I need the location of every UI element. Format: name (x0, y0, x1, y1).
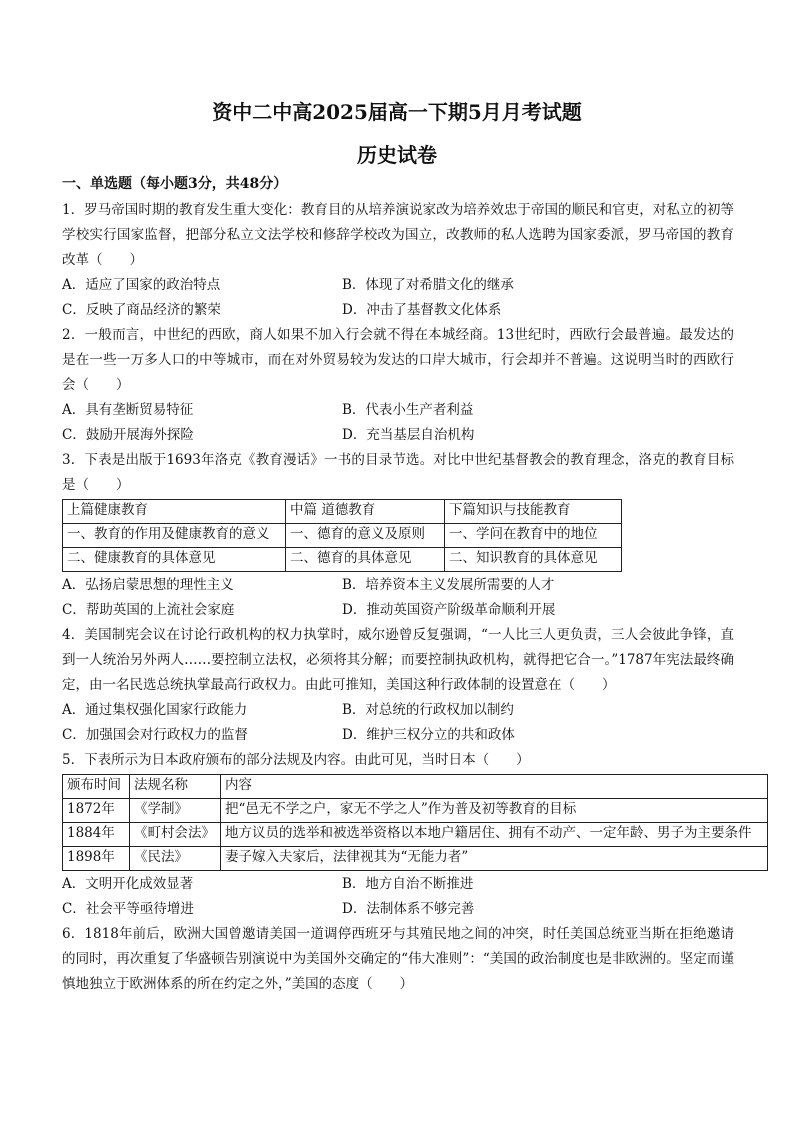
question-text: 5．下表所示为日本政府颁布的部分法规及内容。由此可见，当时日本（ ） (62, 752, 530, 768)
exam-subtitle: 历史试卷 (357, 143, 437, 167)
table-row (63, 775, 768, 799)
question-2 (62, 323, 734, 448)
option-c[interactable]: C．鼓励开展海外探险 (62, 427, 194, 443)
table-cell: 把“邑无不学之户，家无不学之人”作为普及初等教育的目标 (221, 799, 768, 823)
question-1 (62, 198, 734, 323)
option-c[interactable]: C．帮助英国的上流社会家庭 (62, 602, 235, 618)
table-cell: 法规名称 (130, 775, 221, 799)
table-row (63, 847, 768, 871)
question-text: 4．美国制宪会议在讨论行政机构的权力执掌时，威尔逊曾反复强调，“一人比三人更负责，三人会彼此争锋，直到一人统治另外两人……要控制立法权，必须将其分解；而要控制执政机构，就得把它合一。”1787年宪法最终确定，由一名民选总统执掌最高行政权力。由此可推知，美国这种行政体制的设置意在（ ） (62, 627, 734, 693)
option-a[interactable]: A．弘扬启蒙思想的理性主义 (62, 577, 234, 593)
question-list (62, 198, 752, 997)
question-3 (62, 448, 734, 623)
option-a[interactable]: A．具有垄断贸易特征 (62, 402, 194, 418)
table-cell: 1872年 (63, 799, 130, 823)
table-cell: 《民法》 (130, 847, 221, 871)
option-b[interactable]: B．体现了对希腊文化的继承 (342, 277, 514, 293)
option-d[interactable]: D．法制体系不够完善 (342, 901, 475, 917)
option-a[interactable]: A．文明开化成效显著 (62, 876, 194, 892)
option-b[interactable]: B．培养资本主义发展所需要的人才 (342, 577, 555, 593)
option-b[interactable]: B．地方自治不断推进 (342, 876, 474, 892)
question-options (62, 398, 734, 448)
table-cell: 一、学问在教育中的地位 (445, 524, 622, 548)
question-text: 2．一般而言，中世纪的西欧，商人如果不加入行会就不得在本城经商。13世纪时，西欧行会最普遍。最发达的是在一些一万多人口的中等城市，而在对外贸易较为发达的口岸大城市，行会却并不普遍。这说明当时的西欧行会（ ） (62, 327, 734, 393)
option-b[interactable]: B．对总统的行政权加以制约 (342, 702, 514, 718)
option-c[interactable]: C．反映了商品经济的繁荣 (62, 302, 221, 318)
table-cell: 1898年 (63, 847, 130, 871)
table-cell: 下篇知识与技能教育 (445, 500, 622, 524)
table-cell: 地方议员的选举和被选举资格以本地户籍居住、拥有不动产、一定年龄、男子为主要条件 (221, 823, 768, 847)
option-d[interactable]: D．充当基层自治机构 (342, 427, 475, 443)
table-cell: 二、健康教育的具体意见 (63, 548, 286, 572)
option-d[interactable]: D．维护三权分立的共和政体 (342, 727, 515, 743)
question-text: 6．1818年前后，欧洲大国曾邀请美国一道调停西班牙与其殖民地之间的冲突，时任美国总统亚当斯在拒绝邀请的同时，再次重复了华盛顿告别演说中为美国外交确定的“伟大准则”：“美国的政治制度也是非欧洲的。坚定而谨慎地独立于欧洲体系的所在约定之外，”美国的态度（ ） (62, 926, 734, 992)
table-cell: 颁布时间 (63, 775, 130, 799)
option-c[interactable]: C．加强国会对行政权力的监督 (62, 727, 248, 743)
question-options (62, 698, 734, 748)
table-cell: 《学制》 (130, 799, 221, 823)
table-row (63, 799, 768, 823)
exam-title: 资中二中高2025届高一下期5月月考试题 (212, 100, 582, 124)
table-cell: 一、教育的作用及健康教育的意义 (63, 524, 286, 548)
question-options (62, 872, 734, 922)
table-cell: 《町村会法》 (130, 823, 221, 847)
table-row (63, 500, 622, 524)
table-row (63, 823, 768, 847)
question-text: 1．罗马帝国时期的教育发生重大变化：教育目的从培养演说家改为培养效忠于帝国的顺民和官吏，对私立的初等学校实行国家监督，把部分私立文法学校和修辞学校改为国立，改教师的私人选聘为国家委派，罗马帝国的教育改革（ ） (62, 202, 734, 268)
table-cell: 上篇健康教育 (63, 500, 286, 524)
option-a[interactable]: A．通过集权强化国家行政能力 (62, 702, 248, 718)
option-a[interactable]: A．适应了国家的政治特点 (62, 277, 221, 293)
table-cell: 二、知识教育的具体意见 (445, 548, 622, 572)
table-row (63, 548, 622, 572)
section-heading: 一、单选题（每小题3分，共48分） (62, 176, 288, 192)
option-c[interactable]: C．社会平等亟待增进 (62, 901, 194, 917)
table-cell: 一、德育的意义及原则 (286, 524, 445, 548)
table-row (63, 524, 622, 548)
option-d[interactable]: D．冲击了基督教文化体系 (342, 302, 502, 318)
question-text: 3．下表是出版于1693年洛克《教育漫话》一书的目录节选。对比中世纪基督教会的教育理念，洛克的教育目标是（ ） (62, 452, 734, 493)
locke-contents-table (62, 499, 622, 572)
question-5 (62, 748, 752, 922)
question-options (62, 573, 734, 623)
question-options (62, 273, 734, 323)
japan-laws-table (62, 774, 768, 871)
option-b[interactable]: B．代表小生产者利益 (342, 402, 474, 418)
question-6 (62, 922, 734, 997)
question-4 (62, 623, 734, 748)
table-cell: 1884年 (63, 823, 130, 847)
table-cell: 二、德育的具体意见 (286, 548, 445, 572)
option-d[interactable]: D．推动英国资产阶级革命顺利开展 (342, 602, 556, 618)
table-cell: 妻子嫁入夫家后，法律视其为“无能力者” (221, 847, 768, 871)
table-cell: 内容 (221, 775, 768, 799)
table-cell: 中篇 道德教育 (286, 500, 445, 524)
